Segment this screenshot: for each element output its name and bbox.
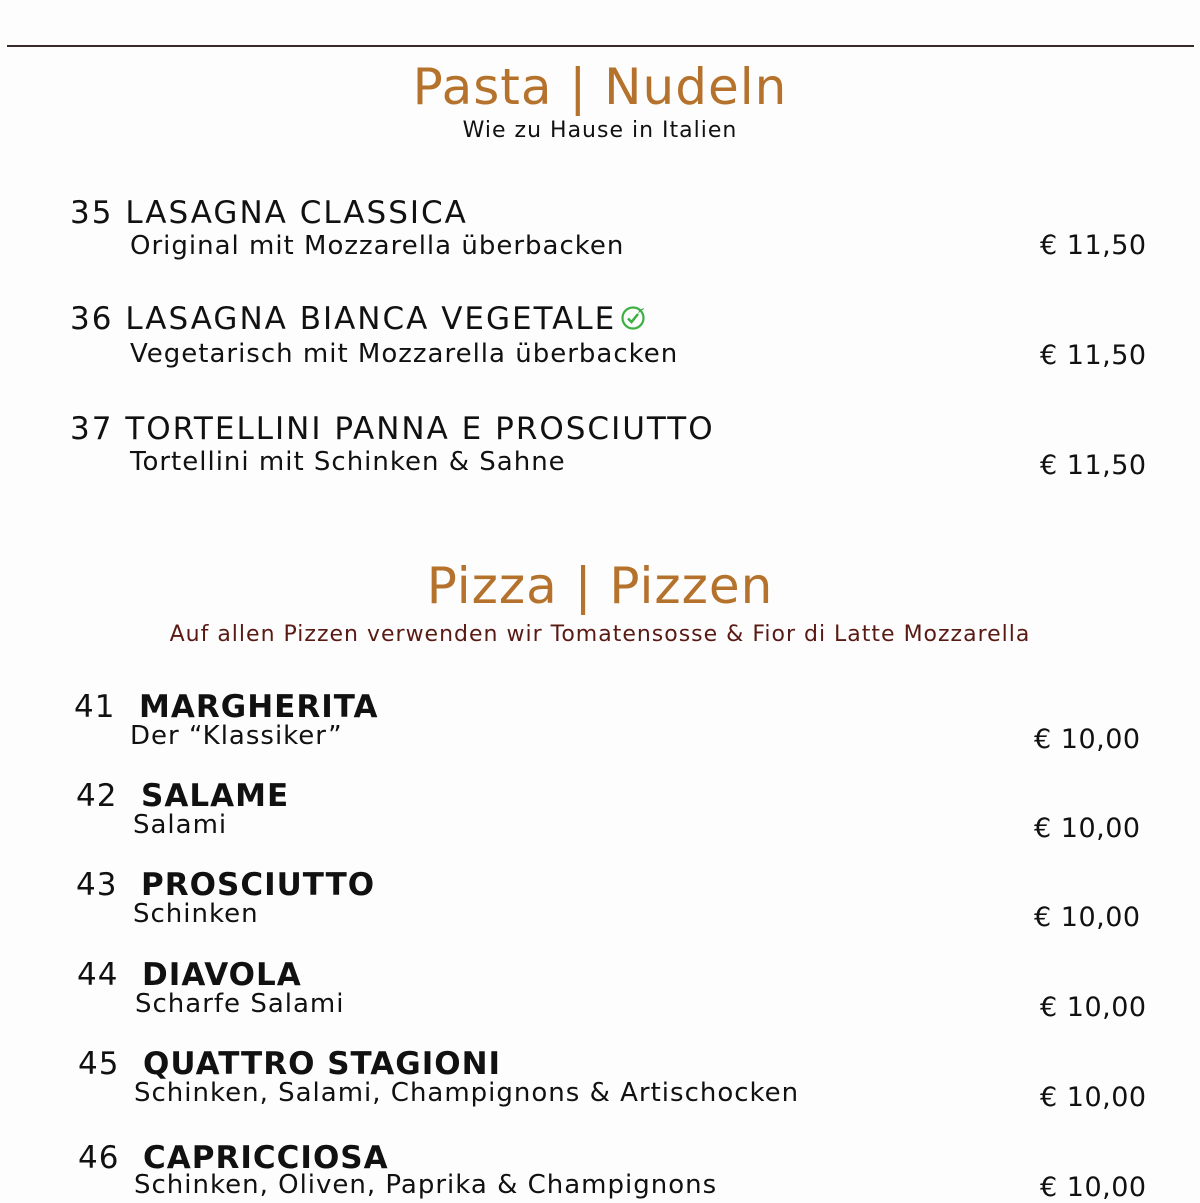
- menu-item-46: [78, 1140, 717, 1200]
- menu-item-43: [76, 867, 375, 929]
- item-name: QUATTRO STAGIONI: [143, 1046, 502, 1082]
- item-description: Schinken, Salami, Champignons & Artischocken: [134, 1078, 800, 1108]
- menu-item-37: [70, 411, 715, 477]
- item-number: 42: [76, 778, 118, 814]
- item-price: € 11,50: [1040, 340, 1147, 371]
- menu-item-35: [70, 195, 624, 261]
- item-price: € 10,00: [1034, 813, 1141, 844]
- item-description: Schinken, Oliven, Paprika & Champignons: [134, 1170, 718, 1200]
- item-name: CAPRICCIOSA: [143, 1140, 389, 1176]
- item-description: Tortellini mit Schinken & Sahne: [130, 447, 566, 477]
- item-number: 37: [70, 411, 114, 447]
- top-divider: [7, 45, 1194, 47]
- item-number: 35: [70, 195, 114, 231]
- item-number: 43: [76, 867, 118, 903]
- item-name: LASAGNA BIANCA VEGETALE: [125, 301, 617, 337]
- menu-item-44: [77, 957, 344, 1019]
- item-description: Original mit Mozzarella überbacken: [130, 231, 625, 261]
- item-price: € 10,00: [1034, 724, 1141, 755]
- item-name: PROSCIUTTO: [141, 867, 376, 903]
- item-description: Vegetarisch mit Mozzarella überbacken: [130, 338, 679, 369]
- pasta-section-subtitle: Wie zu Hause in Italien: [462, 118, 738, 143]
- item-price: € 10,00: [1034, 902, 1141, 933]
- item-description: Schinken: [133, 899, 259, 929]
- pasta-section-title: Pasta | Nudeln: [412, 58, 788, 116]
- vegan-leaf-icon: [620, 303, 646, 339]
- item-description: Salami: [133, 810, 228, 840]
- item-price: € 10,00: [1040, 992, 1147, 1023]
- item-name: TORTELLINI PANNA E PROSCIUTTO: [125, 411, 715, 447]
- pizza-section-subtitle: Auf allen Pizzen verwenden wir Tomatensosse & Fior di Latte Mozzarella: [169, 622, 1031, 647]
- item-number: 36: [70, 301, 114, 337]
- item-price: € 11,50: [1040, 230, 1147, 261]
- item-name: DIAVOLA: [142, 957, 302, 993]
- item-name: LASAGNA CLASSICA: [125, 195, 468, 231]
- menu-item-41: [74, 689, 378, 751]
- item-number: 45: [78, 1046, 120, 1082]
- item-name: MARGHERITA: [139, 689, 379, 725]
- item-description: Der “Klassiker”: [130, 721, 343, 751]
- menu-item-45: [78, 1046, 799, 1108]
- menu-item-36: [70, 301, 678, 369]
- item-name: SALAME: [141, 778, 290, 814]
- menu-item-42: [76, 778, 289, 840]
- item-number: 41: [74, 689, 116, 725]
- item-price: € 10,00: [1040, 1172, 1147, 1203]
- item-number: 46: [78, 1140, 120, 1176]
- item-price: € 10,00: [1040, 1082, 1147, 1113]
- pizza-section-title: Pizza | Pizzen: [426, 557, 774, 615]
- item-description: Scharfe Salami: [135, 989, 345, 1019]
- item-number: 44: [77, 957, 119, 993]
- item-price: € 11,50: [1040, 450, 1147, 481]
